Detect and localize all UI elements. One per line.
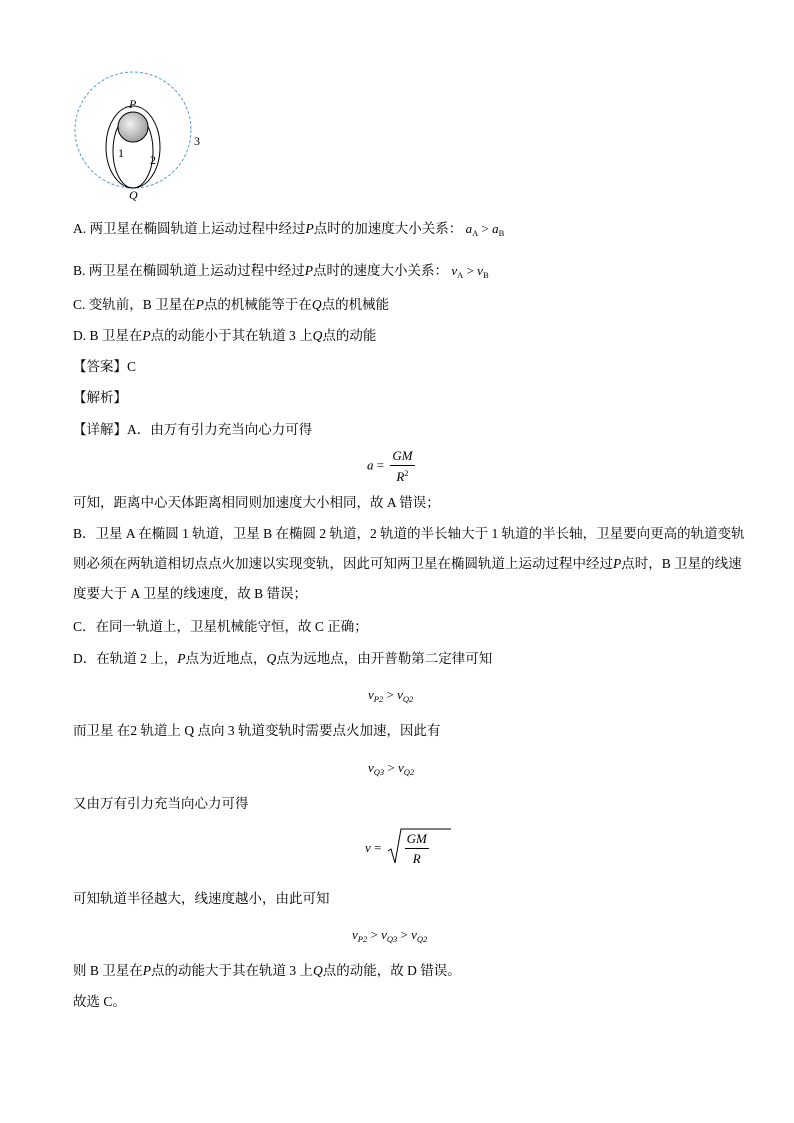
detail-line-e: 而卫星 在2 轨道上 Q 点向 3 轨道变轨时需要点火加速，因此有	[73, 723, 441, 738]
option-a-math: $a_A > a_B$	[465, 221, 505, 238]
orbit-diagram	[70, 64, 210, 204]
fraction: $\frac{GM}{R^2}$	[392, 448, 413, 484]
detail-tag: 【详解】	[73, 422, 127, 437]
formula-acceleration: a = $\frac{GM}{R^2}$	[367, 448, 413, 484]
formula-transfer: $v_{Q3} > v_{Q2}$	[368, 760, 415, 777]
option-d: D. B 卫星在P点的动能小于其在轨道 3 上Q点的动能	[73, 328, 377, 343]
option-b: B. 两卫星在椭圆轨道上运动过程中经过P点时的速度大小关系： $v_A > v_B$	[73, 263, 489, 280]
point-q-label: Q	[129, 188, 138, 202]
option-c: C. 变轨前，B 卫星在P点的机械能等于在Q点的机械能	[73, 297, 390, 312]
analysis-tag: 【解析】	[73, 390, 127, 405]
orbit-1-label: 1	[118, 146, 124, 160]
detail-paragraph-b: B．卫星 A 在椭圆 1 轨道，卫星 B 在椭圆 2 轨道，2 轨道的半长轴大于 1 轨道的半长轴，卫星要向更高的轨道变轨则必须在两轨道相切点点火加速以实现变轨，因此可知两卫星在椭圆轨道上运动过程中经过P点时，B 卫星的线速度要大于 A 卫星的线速度，故 B 错误；	[73, 526, 745, 601]
square-root: $\frac{GM}{R}$	[387, 831, 429, 867]
detail-line-d: D．在轨道 2 上，P点为近地点，Q点为远地点，由开普勒第二定律可知	[73, 651, 493, 666]
central-planet	[118, 112, 148, 142]
detail-line-2: 可知，距离中心天体距离相同则加速度大小相同，故 A 错误；	[73, 495, 440, 510]
detail-line-c: C．在同一轨道上，卫星机械能守恒，故 C 正确；	[73, 619, 368, 634]
formula-velocity-chain: $v_{P2} > v_{Q3} > v_{Q2}$	[352, 927, 428, 944]
option-b-math: $v_A > v_B$	[451, 263, 489, 280]
detail-line-1: 【详解】A．由万有引力充当向心力可得	[73, 422, 313, 437]
formula-velocity: v = $\frac{GM}{R}$	[365, 831, 429, 867]
option-a: A. 两卫星在椭圆轨道上运动过程中经过P点时的加速度大小关系： $a_A > a_B$	[73, 221, 505, 238]
detail-line-f: 又由万有引力充当向心力可得	[73, 796, 249, 811]
radical-sign	[387, 827, 451, 867]
point-p-label: P	[129, 97, 137, 111]
answer-line	[73, 357, 136, 377]
detail-line-g: 可知轨道半径越大，线速度越小，由此可知	[73, 891, 330, 906]
analysis-line	[73, 388, 127, 408]
formula-kepler: $v_{P2} > v_{Q2}$	[368, 687, 414, 704]
conclusion-line: 故选 C。	[73, 994, 126, 1009]
orbit-3-label: 3	[194, 134, 200, 148]
answer-value: C	[127, 359, 137, 374]
answer-tag: 【答案】	[73, 359, 127, 374]
orbit-2-label: 2	[150, 153, 156, 167]
detail-line-h: 则 B 卫星在P点的动能大于其在轨道 3 上Q点的动能，故 D 错误。	[73, 963, 461, 978]
orbit-diagram-svg	[70, 64, 210, 204]
